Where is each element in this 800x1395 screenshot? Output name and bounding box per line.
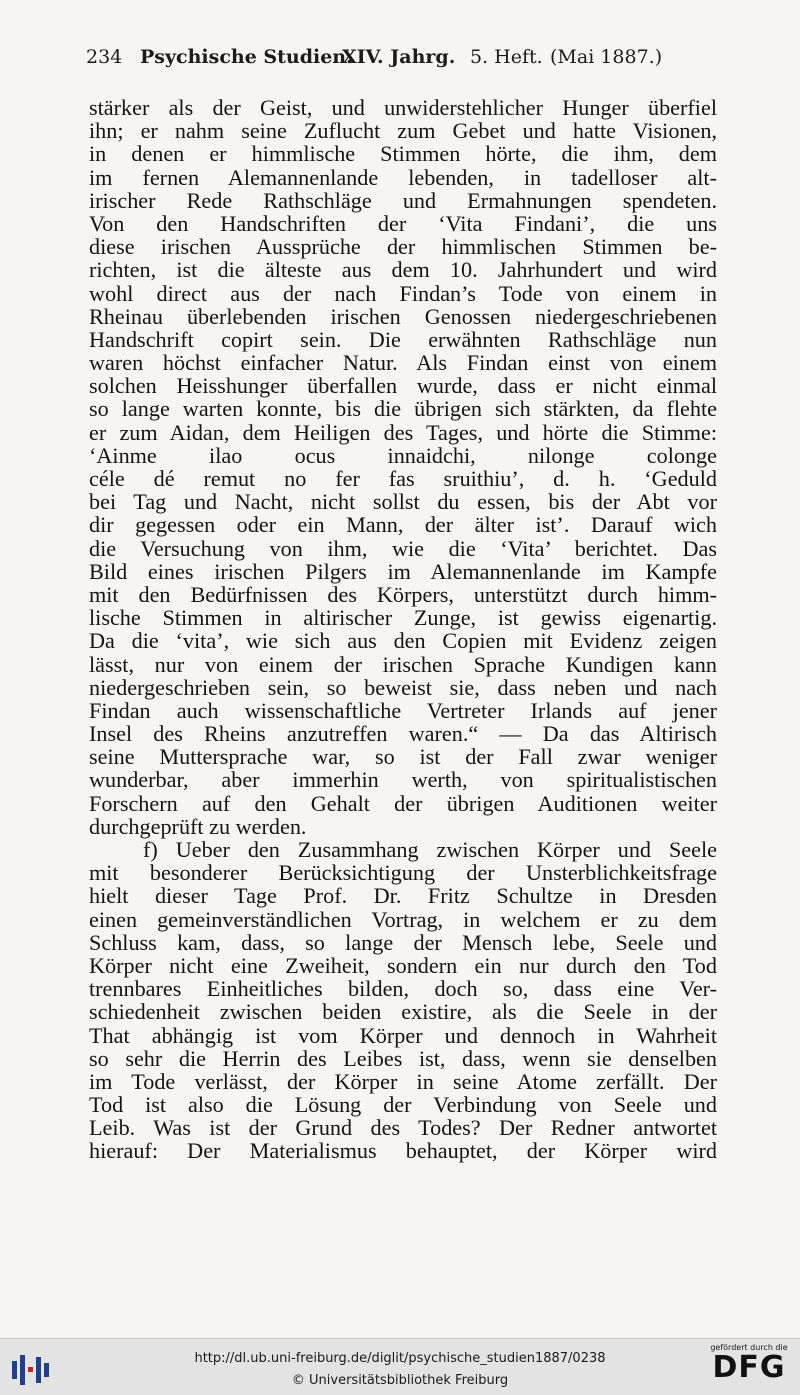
dfg-funding-badge — [706, 1343, 792, 1393]
text-line: ‘Ainme ilao ocus innaidchi, nilonge colonge — [89, 442, 717, 468]
text-line: Findan auch wissenschaftliche Vertreter Irlands auf jener — [89, 697, 717, 723]
text-line: céle dé remut no fer fas sruithiu’, d. h. ‘Geduld — [89, 466, 717, 491]
text-line: einen gemeinverständlichen Vortrag, in welchem er zu dem — [89, 906, 717, 932]
body-text — [89, 96, 717, 1163]
viewer-footer — [0, 1338, 800, 1395]
text-line: hielt dieser Tage Prof. Dr. Fritz Schultze in Dresden — [89, 883, 717, 909]
text-line: f) Ueber den Zusammhang zwischen Körper und Seele — [143, 837, 717, 862]
journal-title: Psychische Studien. — [140, 46, 353, 68]
dfg-caption: gefördert durch die — [710, 1343, 788, 1352]
text-line: stärker als der Geist, und unwiderstehlicher Hunger überfiel — [89, 95, 717, 120]
text-line: Forschern auf den Gehalt der übrigen Auditionen weiter — [89, 790, 717, 816]
text-line: schiedenheit zwischen beiden existire, als die Seele in der — [89, 999, 717, 1025]
text-line: im fernen Alemannenlande lebenden, in tadelloser alt- — [89, 164, 717, 190]
text-line: trennbares Einheitliches bilden, doch so, dass eine Ver- — [89, 976, 717, 1002]
text-line: Von den Handschriften der ‘Vita Findani’, die uns — [89, 210, 717, 236]
text-line: seine Muttersprache war, so ist der Fall zwar weniger — [89, 744, 717, 770]
issue-label: 5. Heft. — [470, 46, 543, 68]
text-line: waren höchst einfacher Natur. Als Findan einst von einem — [89, 350, 717, 376]
volume-label: XIV. Jahrg. — [342, 46, 456, 68]
running-header — [86, 46, 726, 76]
page-number: 234 — [86, 46, 123, 68]
text-line: lässt, nur von einem der irischen Sprache Kundigen kann — [89, 651, 717, 677]
text-line: in denen er himmlische Stimmen hörte, die ihm, dem — [89, 141, 717, 167]
text-line: hierauf: Der Materialismus behauptet, der Körper wird — [89, 1138, 717, 1164]
text-line: bei Tag und Nacht, nicht sollst du essen, bis der Abt vor — [89, 489, 717, 515]
text-line: mit den Bedürfnissen des Körpers, unterstützt durch himm- — [89, 581, 717, 607]
text-line: irischer Rede Rathschläge und Ermahnungen spendeten. — [89, 187, 717, 213]
text-line: Leib. Was ist der Grund des Todes? Der Redner antwortet — [89, 1115, 717, 1141]
text-line: Da die ‘vita’, wie sich aus den Copien mit Evidenz zeigen — [89, 628, 717, 654]
text-line: Schluss kam, dass, so lange der Mensch lebe, Seele und — [89, 929, 717, 955]
text-line: Körper nicht eine Zweiheit, sondern ein nur durch den Tod — [89, 952, 717, 978]
text-line: Bild eines irischen Pilgers im Alemannenlande im Kampfe — [89, 558, 717, 584]
text-line: im Tode verlässt, der Körper in seine Atome zerfällt. Der — [89, 1068, 717, 1094]
text-line: er zum Aidan, dem Heiligen des Tages, und hörte die Stimme: — [89, 419, 717, 445]
text-line: mit besonderer Berücksichtigung der Unsterblichkeitsfrage — [89, 860, 717, 886]
text-line: Insel des Rheins anzutreffen waren.“ — Da das Altirisch — [89, 721, 717, 747]
text-line: That abhängig ist vom Körper und dennoch in Wahrheit — [89, 1022, 717, 1048]
text-line: dir gegessen oder ein Mann, der älter ist’. Darauf wich — [89, 512, 717, 538]
text-line: Tod ist also die Lösung der Verbindung von Seele und — [89, 1092, 717, 1118]
dfg-logo: DFG — [712, 1350, 786, 1385]
text-line: wunderbar, aber immerhin werth, von spiritualistischen — [89, 767, 717, 793]
text-line: Rheinau überlebenden irischen Genossen niedergeschriebenen — [89, 303, 717, 329]
text-line: solchen Heisshunger überfallen wurde, dass er nicht einmal — [89, 373, 717, 399]
text-line: durchgeprüft zu werden. — [89, 813, 307, 839]
permalink-url[interactable]: http://dl.ub.uni-freiburg.de/diglit/psychische_studien1887/0238 — [194, 1351, 606, 1366]
text-line: die Versuchung von ihm, wie die ‘Vita’ berichtet. Das — [89, 535, 717, 561]
text-line: niedergeschrieben sein, so beweist sie, dass neben und nach — [89, 674, 717, 700]
copyright-notice: © Universitätsbibliothek Freiburg — [291, 1373, 509, 1388]
text-line: Handschrift copirt sein. Die erwähnten Rathschläge nun — [89, 326, 717, 352]
issue-date: (Mai 1887.) — [550, 46, 663, 68]
text-line: ihn; er nahm seine Zuflucht zum Gebet und hatte Visionen, — [89, 118, 717, 144]
text-line: diese irischen Aussprüche der himmlischen Stimmen be- — [89, 234, 717, 260]
text-line: lische Stimmen in altirischer Zunge, ist gewiss eigenartig. — [89, 605, 717, 631]
text-line: wohl direct aus der nach Findan’s Tode von einem in — [89, 280, 717, 306]
text-line: so lange warten konnte, bis die übrigen sich stärkten, da flehte — [89, 396, 717, 422]
text-line: so sehr die Herrin des Leibes ist, dass, wenn sie denselben — [89, 1045, 717, 1071]
text-line: richten, ist die älteste aus dem 10. Jahrhundert und wird — [89, 257, 717, 283]
